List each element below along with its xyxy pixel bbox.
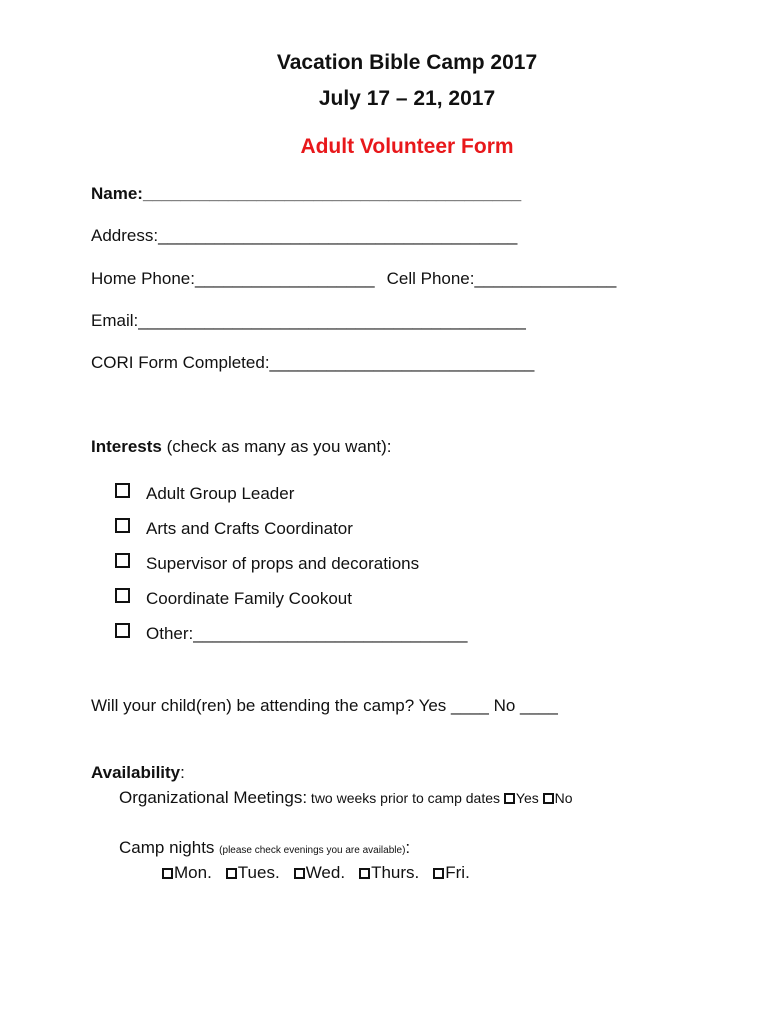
interest-label: Adult Group Leader: [146, 484, 295, 503]
interest-label: Coordinate Family Cookout: [146, 589, 352, 608]
home-phone-field[interactable]: Home Phone:___________________: [91, 269, 375, 288]
day-label: Fri.: [445, 863, 470, 882]
day-checkbox[interactable]: [226, 868, 237, 879]
checkbox[interactable]: [115, 518, 130, 533]
address-field[interactable]: Address:______________________________________: [91, 226, 518, 245]
interest-label: Arts and Crafts Coordinator: [146, 519, 353, 538]
camp-title: Vacation Bible Camp 2017: [276, 51, 538, 74]
day-option[interactable]: [433, 863, 470, 883]
cori-field[interactable]: CORI Form Completed:____________________________: [91, 353, 535, 372]
checkbox[interactable]: [115, 623, 130, 638]
phone-row: [91, 269, 616, 289]
camp-nights-note: (please check evenings you are available): [219, 845, 406, 856]
day-label: Tues.: [237, 863, 280, 882]
checkbox[interactable]: [115, 553, 130, 568]
day-checkbox[interactable]: [162, 868, 173, 879]
day-checkbox[interactable]: [359, 868, 370, 879]
yes-checkbox[interactable]: [504, 793, 515, 804]
day-option[interactable]: [226, 863, 280, 883]
availability-heading: [91, 763, 185, 783]
name-field[interactable]: Name:________________________________________: [91, 184, 522, 203]
day-checkbox[interactable]: [433, 868, 444, 879]
checkbox[interactable]: [115, 588, 130, 603]
form-title: Adult Volunteer Form: [300, 135, 514, 158]
email-field[interactable]: Email:_________________________________________: [91, 311, 526, 330]
interests-heading: [91, 437, 391, 457]
availability-colon: :: [180, 763, 185, 782]
checkbox[interactable]: [115, 483, 130, 498]
interests-label: Interests: [91, 437, 162, 456]
day-checkbox[interactable]: [294, 868, 305, 879]
meetings-row: [119, 788, 573, 808]
meetings-note: two weeks prior to camp dates: [307, 790, 504, 806]
no-label: No: [554, 790, 573, 806]
day-option[interactable]: [294, 863, 345, 883]
interest-option[interactable]: [115, 519, 353, 539]
day-option[interactable]: [162, 863, 212, 883]
cell-phone-field[interactable]: Cell Phone:_______________: [386, 269, 617, 288]
availability-label: Availability: [91, 763, 181, 782]
interest-label: Other:_____________________________: [146, 624, 468, 643]
children-question[interactable]: Will your child(ren) be attending the camp? Yes ____ No ____: [91, 696, 558, 715]
interests-note: (check as many as you want):: [161, 437, 392, 456]
interest-option[interactable]: [115, 589, 352, 609]
camp-dates: July 17 – 21, 2017: [318, 87, 496, 110]
days-row: [162, 863, 484, 883]
interest-label: Supervisor of props and decorations: [146, 554, 420, 573]
camp-nights-colon: :: [405, 838, 411, 857]
day-label: Mon.: [174, 863, 212, 882]
day-option[interactable]: [359, 863, 419, 883]
interest-option[interactable]: [115, 624, 467, 644]
meetings-label: Organizational Meetings:: [119, 788, 308, 807]
no-checkbox[interactable]: [543, 793, 554, 804]
interest-option[interactable]: [115, 484, 294, 504]
camp-nights-label: Camp nights: [119, 838, 220, 857]
day-label: Thurs.: [371, 863, 420, 882]
camp-nights-row: [119, 838, 410, 858]
yes-label: Yes: [515, 790, 543, 806]
day-label: Wed.: [305, 863, 346, 882]
interest-option[interactable]: [115, 554, 419, 574]
